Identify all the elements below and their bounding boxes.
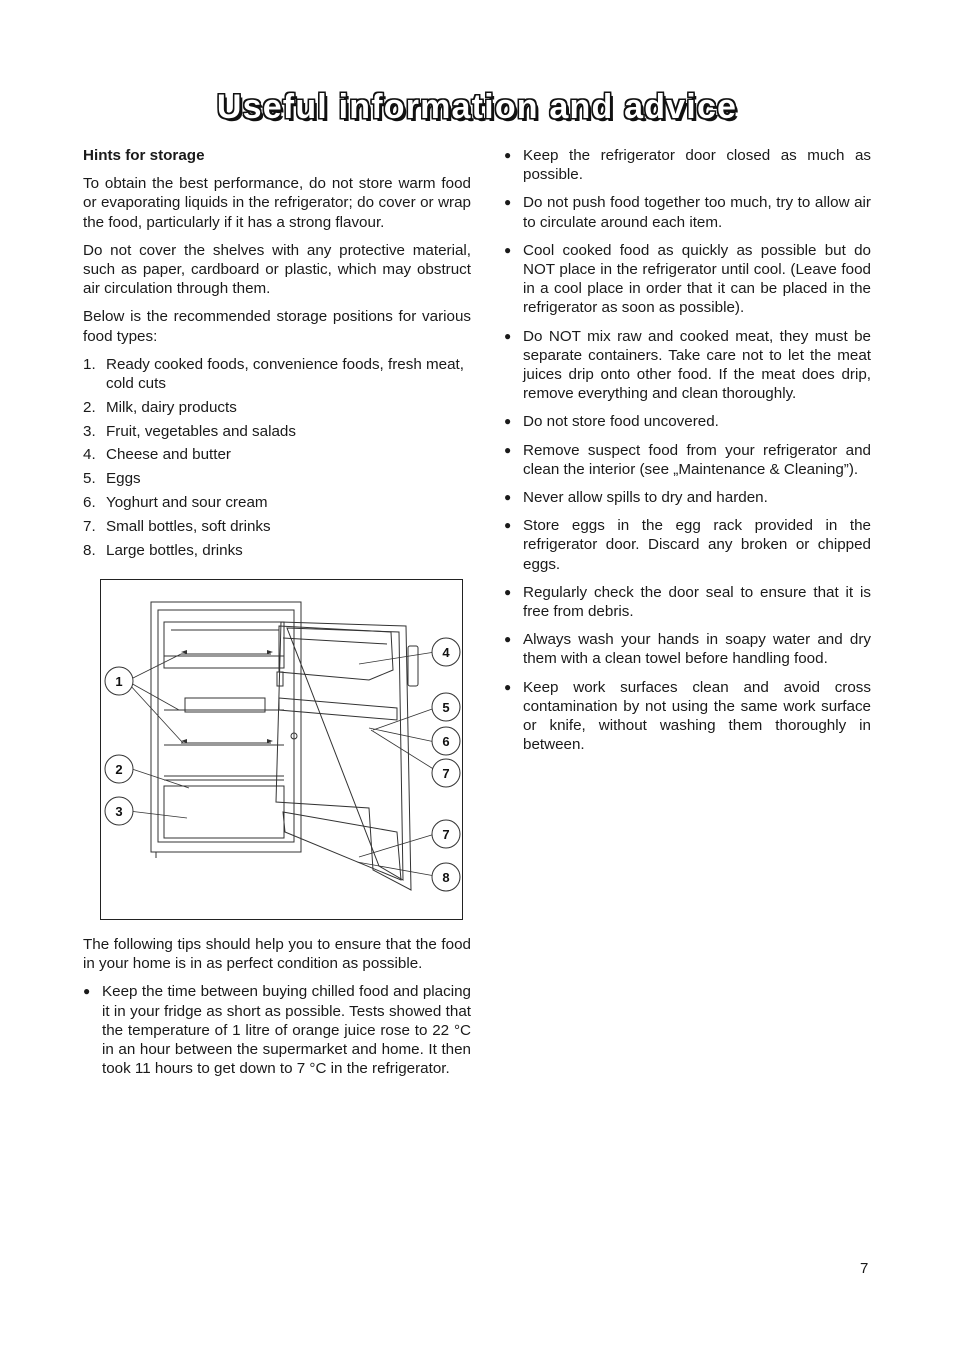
callout-label: 8 — [442, 870, 450, 885]
page-title: Useful information and advice — [216, 88, 738, 126]
arrow-left-icon — [181, 739, 187, 743]
bullet-icon: ● — [504, 632, 512, 647]
tip-text: Cool cooked food as quickly as possible but do NOT place in the refrigerator until cool. (Leave food in a cool place in order that it can be placed in the refrigerator as soon as possible). — [523, 241, 871, 317]
bullet-icon: ● — [504, 518, 512, 533]
bullet-icon: ● — [504, 148, 512, 162]
callout-label: 7 — [442, 766, 450, 781]
paragraph: To obtain the best performance, do not store warm food or evaporating liquids in the refrigerator; do cover or wrap the food, particularly if it has a strong flavour. — [83, 175, 471, 231]
cabinet-inner — [158, 610, 294, 842]
callout-label: 4 — [442, 645, 450, 660]
tip-item — [504, 441, 871, 479]
list-text: Ready cooked foods, convenience foods, fresh meat, cold cuts — [106, 355, 464, 393]
callout-label: 5 — [442, 700, 450, 715]
left-column — [83, 146, 471, 564]
tip-item — [504, 488, 871, 507]
list-item — [83, 398, 471, 417]
list-item — [83, 422, 471, 441]
right-column — [504, 146, 871, 763]
bullet-icon: ● — [504, 195, 512, 210]
tip-item — [504, 327, 871, 404]
list-number: 2. — [83, 398, 96, 416]
list-item — [83, 541, 471, 560]
tip-text: Regularly check the door seal to ensure that it is free from debris. — [523, 583, 871, 621]
list-item — [83, 445, 471, 464]
tip-item — [504, 193, 871, 231]
list-text: Fruit, vegetables and salads — [106, 422, 296, 440]
tip-text: Do not store food uncovered. — [523, 413, 719, 431]
list-item — [83, 493, 471, 512]
list-item — [83, 517, 471, 536]
arrow-right-icon — [267, 739, 273, 743]
tip-text: Keep work surfaces clean and avoid cross contamination by not using the same work surface or knife, without washing them thoroughly in between. — [523, 678, 871, 754]
tip-item — [504, 630, 871, 668]
tips-left — [83, 935, 471, 1087]
tip-item — [504, 146, 871, 184]
list-text: Large bottles, drinks — [106, 541, 243, 559]
tip-item — [504, 516, 871, 574]
tip-text: Do NOT mix raw and cooked meat, they must be separate containers. Take care not to let the meat juices drip onto other food. If the meat does drip, remove everything and clean thoroughly. — [523, 327, 871, 403]
paragraph: Do not cover the shelves with any protective material, such as paper, cardboard or plastic, which may obstruct air circulation through them. — [83, 241, 471, 298]
bullet-icon: ● — [504, 328, 512, 343]
list-number: 8. — [83, 541, 96, 559]
dairy-compartment — [279, 626, 393, 680]
door-outline — [276, 622, 411, 890]
tip-item — [504, 583, 871, 621]
callout-label: 6 — [442, 734, 450, 749]
tip-text: Always wash your hands in soapy water and dry them with a clean towel before handling food. — [523, 631, 871, 668]
tips-list-right — [504, 146, 871, 754]
tip-item — [504, 241, 871, 318]
bullet-icon: ● — [83, 984, 91, 999]
bullet-icon: ● — [504, 242, 512, 257]
arrow-left-icon — [181, 650, 187, 654]
list-text: Eggs — [106, 470, 141, 488]
bullet-icon: ● — [504, 414, 512, 429]
list-number: 4. — [83, 446, 96, 464]
tip-text: Remove suspect food from your refrigerator and clean the interior (see „Maintenance & Cleaning”). — [523, 441, 871, 478]
fridge-diagram — [100, 579, 463, 920]
tip-text: Keep the time between buying chilled food and placing it in your fridge as short as possible. Tests showed that the temperature of 1 litre of orange juice rose to 22 °C in an hour between the supermarket and home. It then took 11 hours to get down to 7 °C in the refrigerator. — [102, 983, 471, 1078]
tip-text: Never allow spills to dry and harden. — [523, 489, 768, 507]
bullet-icon: ● — [504, 442, 512, 457]
bullet-icon: ● — [504, 679, 512, 694]
list-text: Cheese and butter — [106, 446, 231, 464]
page-number: 7 — [860, 1260, 869, 1277]
freezer-compartment — [164, 622, 284, 668]
tips-list-left — [83, 982, 471, 1078]
list-text: Small bottles, soft drinks — [106, 517, 271, 535]
paragraph: Below is the recommended storage positions for various food types: — [83, 308, 471, 345]
list-item — [83, 469, 471, 488]
list-item — [83, 355, 471, 393]
fridge-illustration — [101, 580, 461, 918]
tips-intro: The following tips should help you to ensure that the food in your home is in as perfect condition as possible. — [83, 936, 471, 973]
tip-text: Keep the refrigerator door closed as much as possible. — [523, 147, 871, 184]
tip-item — [504, 412, 871, 431]
section-heading: Hints for storage — [83, 147, 205, 164]
list-text: Yoghurt and sour cream — [106, 494, 268, 512]
tip-text: Do not push food together too much, try to allow air to circulate around each item. — [523, 194, 871, 231]
tip-item — [504, 678, 871, 755]
tip-text: Store eggs in the egg rack provided in the refrigerator door. Discard any broken or chipped eggs. — [523, 517, 871, 573]
callout-label: 3 — [115, 804, 123, 819]
tip-item — [83, 982, 471, 1078]
list-number: 3. — [83, 422, 96, 440]
list-number: 7. — [83, 517, 96, 535]
list-number: 6. — [83, 494, 96, 512]
arrow-right-icon — [267, 650, 273, 654]
list-text: Milk, dairy products — [106, 398, 237, 416]
list-number: 5. — [83, 470, 96, 488]
callout-label: 2 — [115, 762, 123, 777]
callout-label: 7 — [442, 827, 450, 842]
storage-list — [83, 355, 471, 560]
bullet-icon: ● — [504, 490, 512, 505]
callout-label: 1 — [115, 674, 123, 689]
bullet-icon: ● — [504, 584, 512, 599]
list-number: 1. — [83, 355, 96, 373]
